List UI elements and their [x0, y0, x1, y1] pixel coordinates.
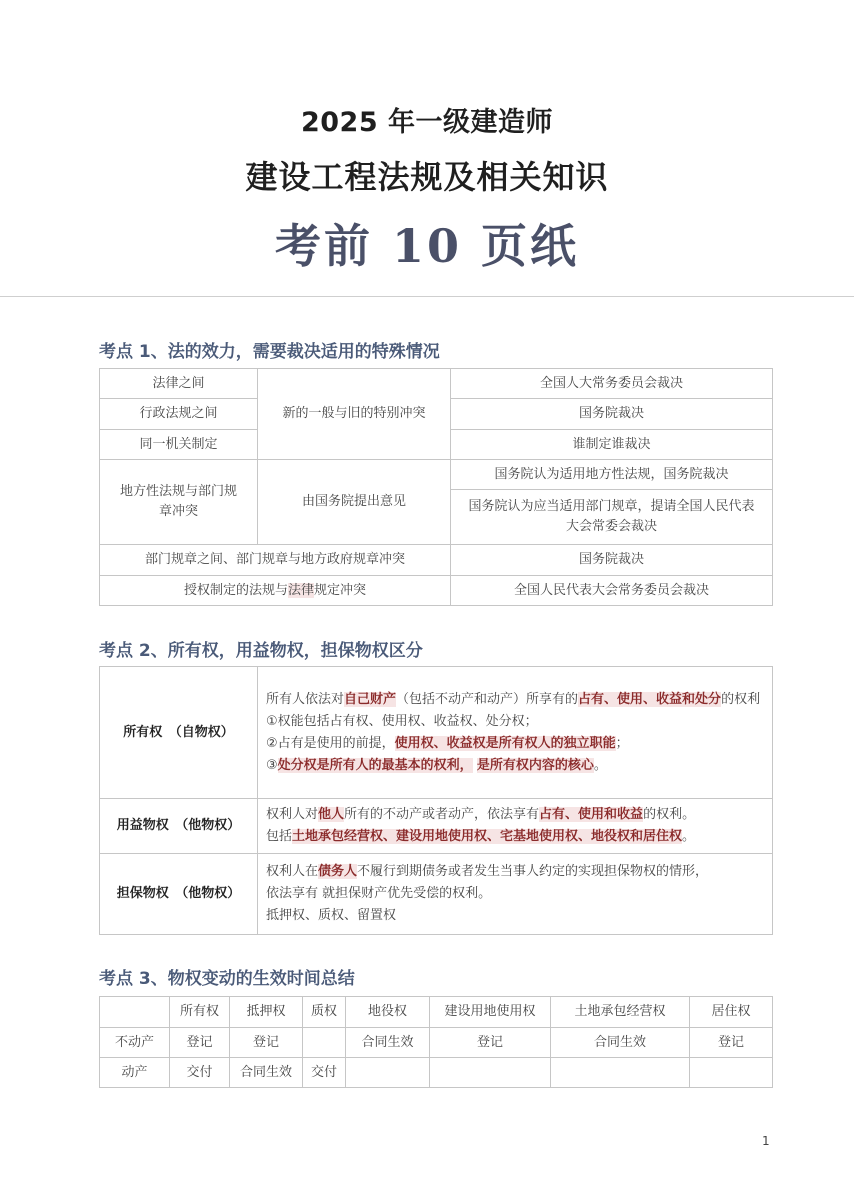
- table-cell: 地方性法规与部门规章冲突: [100, 460, 258, 545]
- table-header-cell: 地役权: [346, 997, 430, 1028]
- cell-line: [266, 826, 764, 848]
- cell-line: [266, 804, 764, 826]
- highlight-text: 自己财产: [344, 691, 397, 707]
- table-cell: 国务院裁决: [451, 545, 773, 576]
- table-cell: [346, 1058, 430, 1088]
- usufruct-desc: [258, 799, 773, 854]
- cell-text: 所有人依法对: [266, 691, 345, 707]
- table-header-cell: [100, 997, 170, 1028]
- table-cell: [430, 1058, 551, 1088]
- table-cell: 国务院认为应当适用部门规章，提请全国人民代表大会常委会裁决: [451, 490, 773, 545]
- table-cell: [551, 1058, 690, 1088]
- table-header-cell: 居住权: [690, 997, 773, 1028]
- table-header-cell: 建设用地使用权: [430, 997, 551, 1028]
- highlight-text: 他人: [318, 807, 345, 822]
- cell-text: 权利人在: [266, 864, 319, 879]
- security-label: 担保物权 （他物权）: [100, 854, 258, 935]
- table-cell: 国务院认为适用地方性法规，国务院裁决: [451, 460, 773, 490]
- highlight-text: 使用权、收益权是所有权人的独立职能: [394, 735, 616, 751]
- cell-line: [266, 861, 764, 883]
- cell-text: 。: [682, 829, 696, 844]
- ownership-label: 所有权 （自物权）: [100, 667, 258, 799]
- usufruct-label: 用益物权 （他物权）: [100, 799, 258, 854]
- table-cell: 合同生效: [551, 1028, 690, 1058]
- table-row: [100, 1028, 773, 1058]
- table-cell: [303, 1028, 346, 1058]
- table-cell: 同一机关制定: [100, 430, 258, 460]
- cell-text: （包括不动产和动产）所享有的: [396, 691, 579, 707]
- cell-text: 所有的不动产或者动产，依法享有: [344, 807, 540, 822]
- table-cell: [100, 576, 451, 606]
- table-cell: 交付: [303, 1058, 346, 1088]
- cell-text: 规定冲突: [314, 582, 367, 598]
- highlight-text: 债务人: [318, 864, 358, 879]
- section3-title: 考点 3、物权变动的生效时间总结: [99, 969, 355, 989]
- table-row: [100, 369, 773, 399]
- cell-text: 授权制定的法规与: [183, 582, 288, 598]
- highlight-text: 处分权是所有人的最基本的权利，: [277, 757, 473, 773]
- table-cell: 全国人大常务委员会裁决: [451, 369, 773, 399]
- section1-title: 考点 1、法的效力，需要裁决适用的特殊情况: [99, 342, 440, 362]
- table-cell: 部门规章之间、部门规章与地方政府规章冲突: [100, 545, 451, 576]
- table-row: [100, 997, 773, 1028]
- section2-title: 考点 2、所有权，用益物权，担保物权区分: [99, 641, 423, 661]
- table-cell: 行政法规之间: [100, 399, 258, 430]
- highlight-text: 占有、使用和收益: [539, 807, 644, 822]
- section3-table: [99, 996, 773, 1088]
- highlight-text: 法律: [287, 582, 314, 598]
- page-number: 1: [762, 1134, 770, 1148]
- table-header-cell: 所有权: [170, 997, 230, 1028]
- doc-title-year: 2025 年一级建造师: [300, 107, 554, 138]
- cell-text: 权利人对: [266, 807, 319, 822]
- cell-text: 包括: [266, 829, 293, 844]
- section2-table: [99, 666, 773, 935]
- table-row: [100, 799, 773, 854]
- section1-table: [99, 368, 773, 606]
- table-cell: 全国人民代表大会常务委员会裁决: [451, 576, 773, 606]
- table-cell: 国务院裁决: [451, 399, 773, 430]
- table-cell: 合同生效: [230, 1058, 303, 1088]
- table-cell: 合同生效: [346, 1028, 430, 1058]
- table-row: [100, 545, 773, 576]
- cell-text: ②占有是使用的前提，: [266, 735, 395, 751]
- doc-title-subject: 建设工程法规及相关知识: [245, 158, 609, 196]
- table-cell: 登记: [690, 1028, 773, 1058]
- table-cell: 法律之间: [100, 369, 258, 399]
- cell-text: 依法享有 就担保财产优先受偿的权利。: [266, 886, 492, 901]
- table-cell: 登记: [170, 1028, 230, 1058]
- header-divider: [0, 296, 854, 297]
- cell-text: ①权能包括占有权、使用权、收益权、处分权；: [266, 713, 538, 729]
- cell-text: ；: [615, 735, 629, 751]
- table-cell: 不动产: [100, 1028, 170, 1058]
- cell-line: [266, 733, 764, 755]
- cell-text: 的权利。: [643, 807, 696, 822]
- table-cell: 登记: [230, 1028, 303, 1058]
- table-row: [100, 576, 773, 606]
- cell-text: 。: [593, 757, 607, 773]
- security-desc: [258, 854, 773, 935]
- table-cell: [690, 1058, 773, 1088]
- table-header-cell: 质权: [303, 997, 346, 1028]
- highlight-text: 占有、使用、收益和处分: [578, 691, 722, 707]
- highlight-text: 土地承包经营权、建设用地使用权、宅基地使用权、地役权和居住权: [292, 829, 683, 844]
- cell-text: 抵押权、质权、留置权: [266, 908, 397, 923]
- table-cell: 谁制定谁裁决: [451, 430, 773, 460]
- table-header-cell: 土地承包经营权: [551, 997, 690, 1028]
- ownership-desc: [258, 667, 773, 799]
- cell-text: ③: [266, 757, 278, 773]
- table-row: [100, 1058, 773, 1088]
- table-row: [100, 460, 773, 490]
- cell-line: [266, 755, 764, 777]
- table-cell: 新的一般与旧的特别冲突: [258, 369, 451, 460]
- table-cell: 动产: [100, 1058, 170, 1088]
- table-header-cell: 抵押权: [230, 997, 303, 1028]
- table-row: [100, 854, 773, 935]
- table-cell: 交付: [170, 1058, 230, 1088]
- table-row: [100, 667, 773, 799]
- table-cell: 登记: [430, 1028, 551, 1058]
- cell-text: 的权利: [721, 691, 761, 707]
- doc-title-main: 考前 10 页纸: [274, 219, 580, 273]
- cell-text: 不履行到期债务或者发生当事人约定的实现担保物权的情形，: [357, 864, 709, 879]
- table-cell: 由国务院提出意见: [258, 460, 451, 545]
- highlight-text: 是所有权内容的核心: [476, 757, 594, 773]
